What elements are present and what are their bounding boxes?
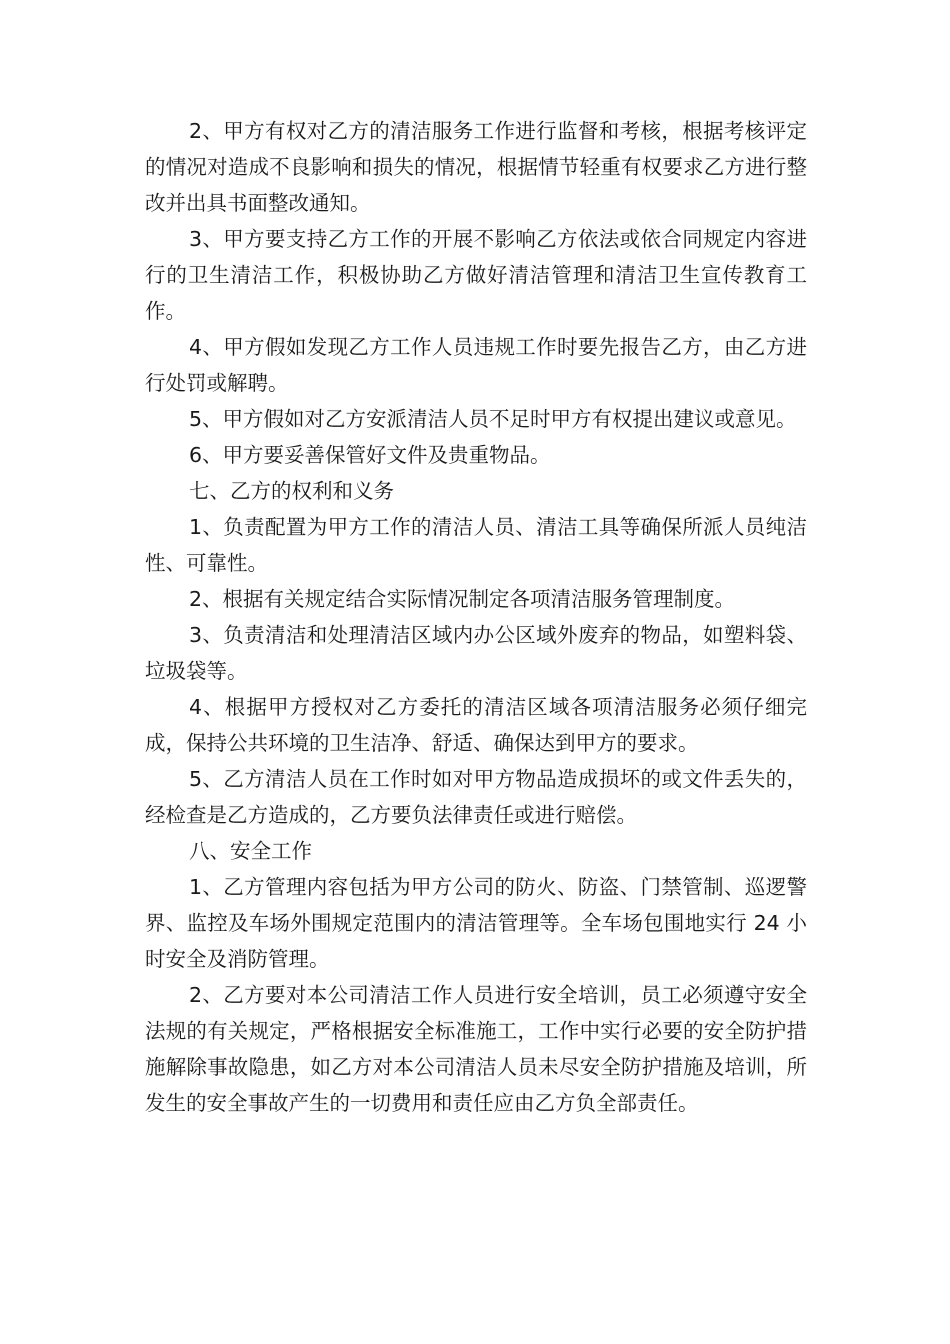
paragraph-party-a-right-5: 5、甲方假如对乙方安派清洁人员不足时甲方有权提出建议或意见。 [189,407,797,431]
paragraph-party-a-right-6: 6、甲方要妥善保管好文件及贵重物品。 [189,443,551,467]
paragraph-safety-2: 2、乙方要对本公司清洁工作人员进行安全培训，员工必须遵守安全法规的有关规定，严格根据安全标准施工，工作中实行必要的安全防护措施解除事故隐患，如乙方对本公司清洁人员未尽安全防护措施及培训，所发生的安全事故产生的一切费用和责任应由乙方负全部责任。 [145,983,807,1115]
paragraph-safety-1: 1、乙方管理内容包括为甲方公司的防火、防盗、门禁管制、巡逻警界、监控及车场外围规定范围内的清洁管理等。全车场包围地实行 24 小时安全及消防管理。 [145,875,807,971]
paragraph-party-b-duty-5: 5、乙方清洁人员在工作时如对甲方物品造成损坏的或文件丢失的，经检查是乙方造成的，乙方要负法律责任或进行赔偿。 [145,767,807,827]
paragraph-party-b-duty-1: 1、负责配置为甲方工作的清洁人员、清洁工具等确保所派人员纯洁性、可靠性。 [145,515,807,575]
paragraph-party-a-right-3: 3、甲方要支持乙方工作的开展不影响乙方依法或依合同规定内容进行的卫生清洁工作，积极协助乙方做好清洁管理和清洁卫生宣传教育工作。 [145,227,807,323]
document-body [145,113,807,1121]
paragraph-party-b-duty-4: 4、根据甲方授权对乙方委托的清洁区域各项清洁服务必须仔细完成，保持公共环境的卫生洁净、舒适、确保达到甲方的要求。 [145,695,807,755]
paragraph-party-b-duty-2: 2、根据有关规定结合实际情况制定各项清洁服务管理制度。 [189,587,736,611]
paragraph-party-a-right-4: 4、甲方假如发现乙方工作人员违规工作时要先报告乙方，由乙方进行处罚或解聘。 [145,335,807,395]
section-heading-party-b-rights: 七、乙方的权利和义务 [189,479,394,503]
section-heading-safety-work: 八、安全工作 [189,839,312,863]
paragraph-party-b-duty-3: 3、负责清洁和处理清洁区域内办公区域外废弃的物品，如塑料袋、垃圾袋等。 [145,623,807,683]
paragraph-party-a-right-2: 2、甲方有权对乙方的清洁服务工作进行监督和考核，根据考核评定的情况对造成不良影响和损失的情况，根据情节轻重有权要求乙方进行整改并出具书面整改通知。 [145,119,807,215]
